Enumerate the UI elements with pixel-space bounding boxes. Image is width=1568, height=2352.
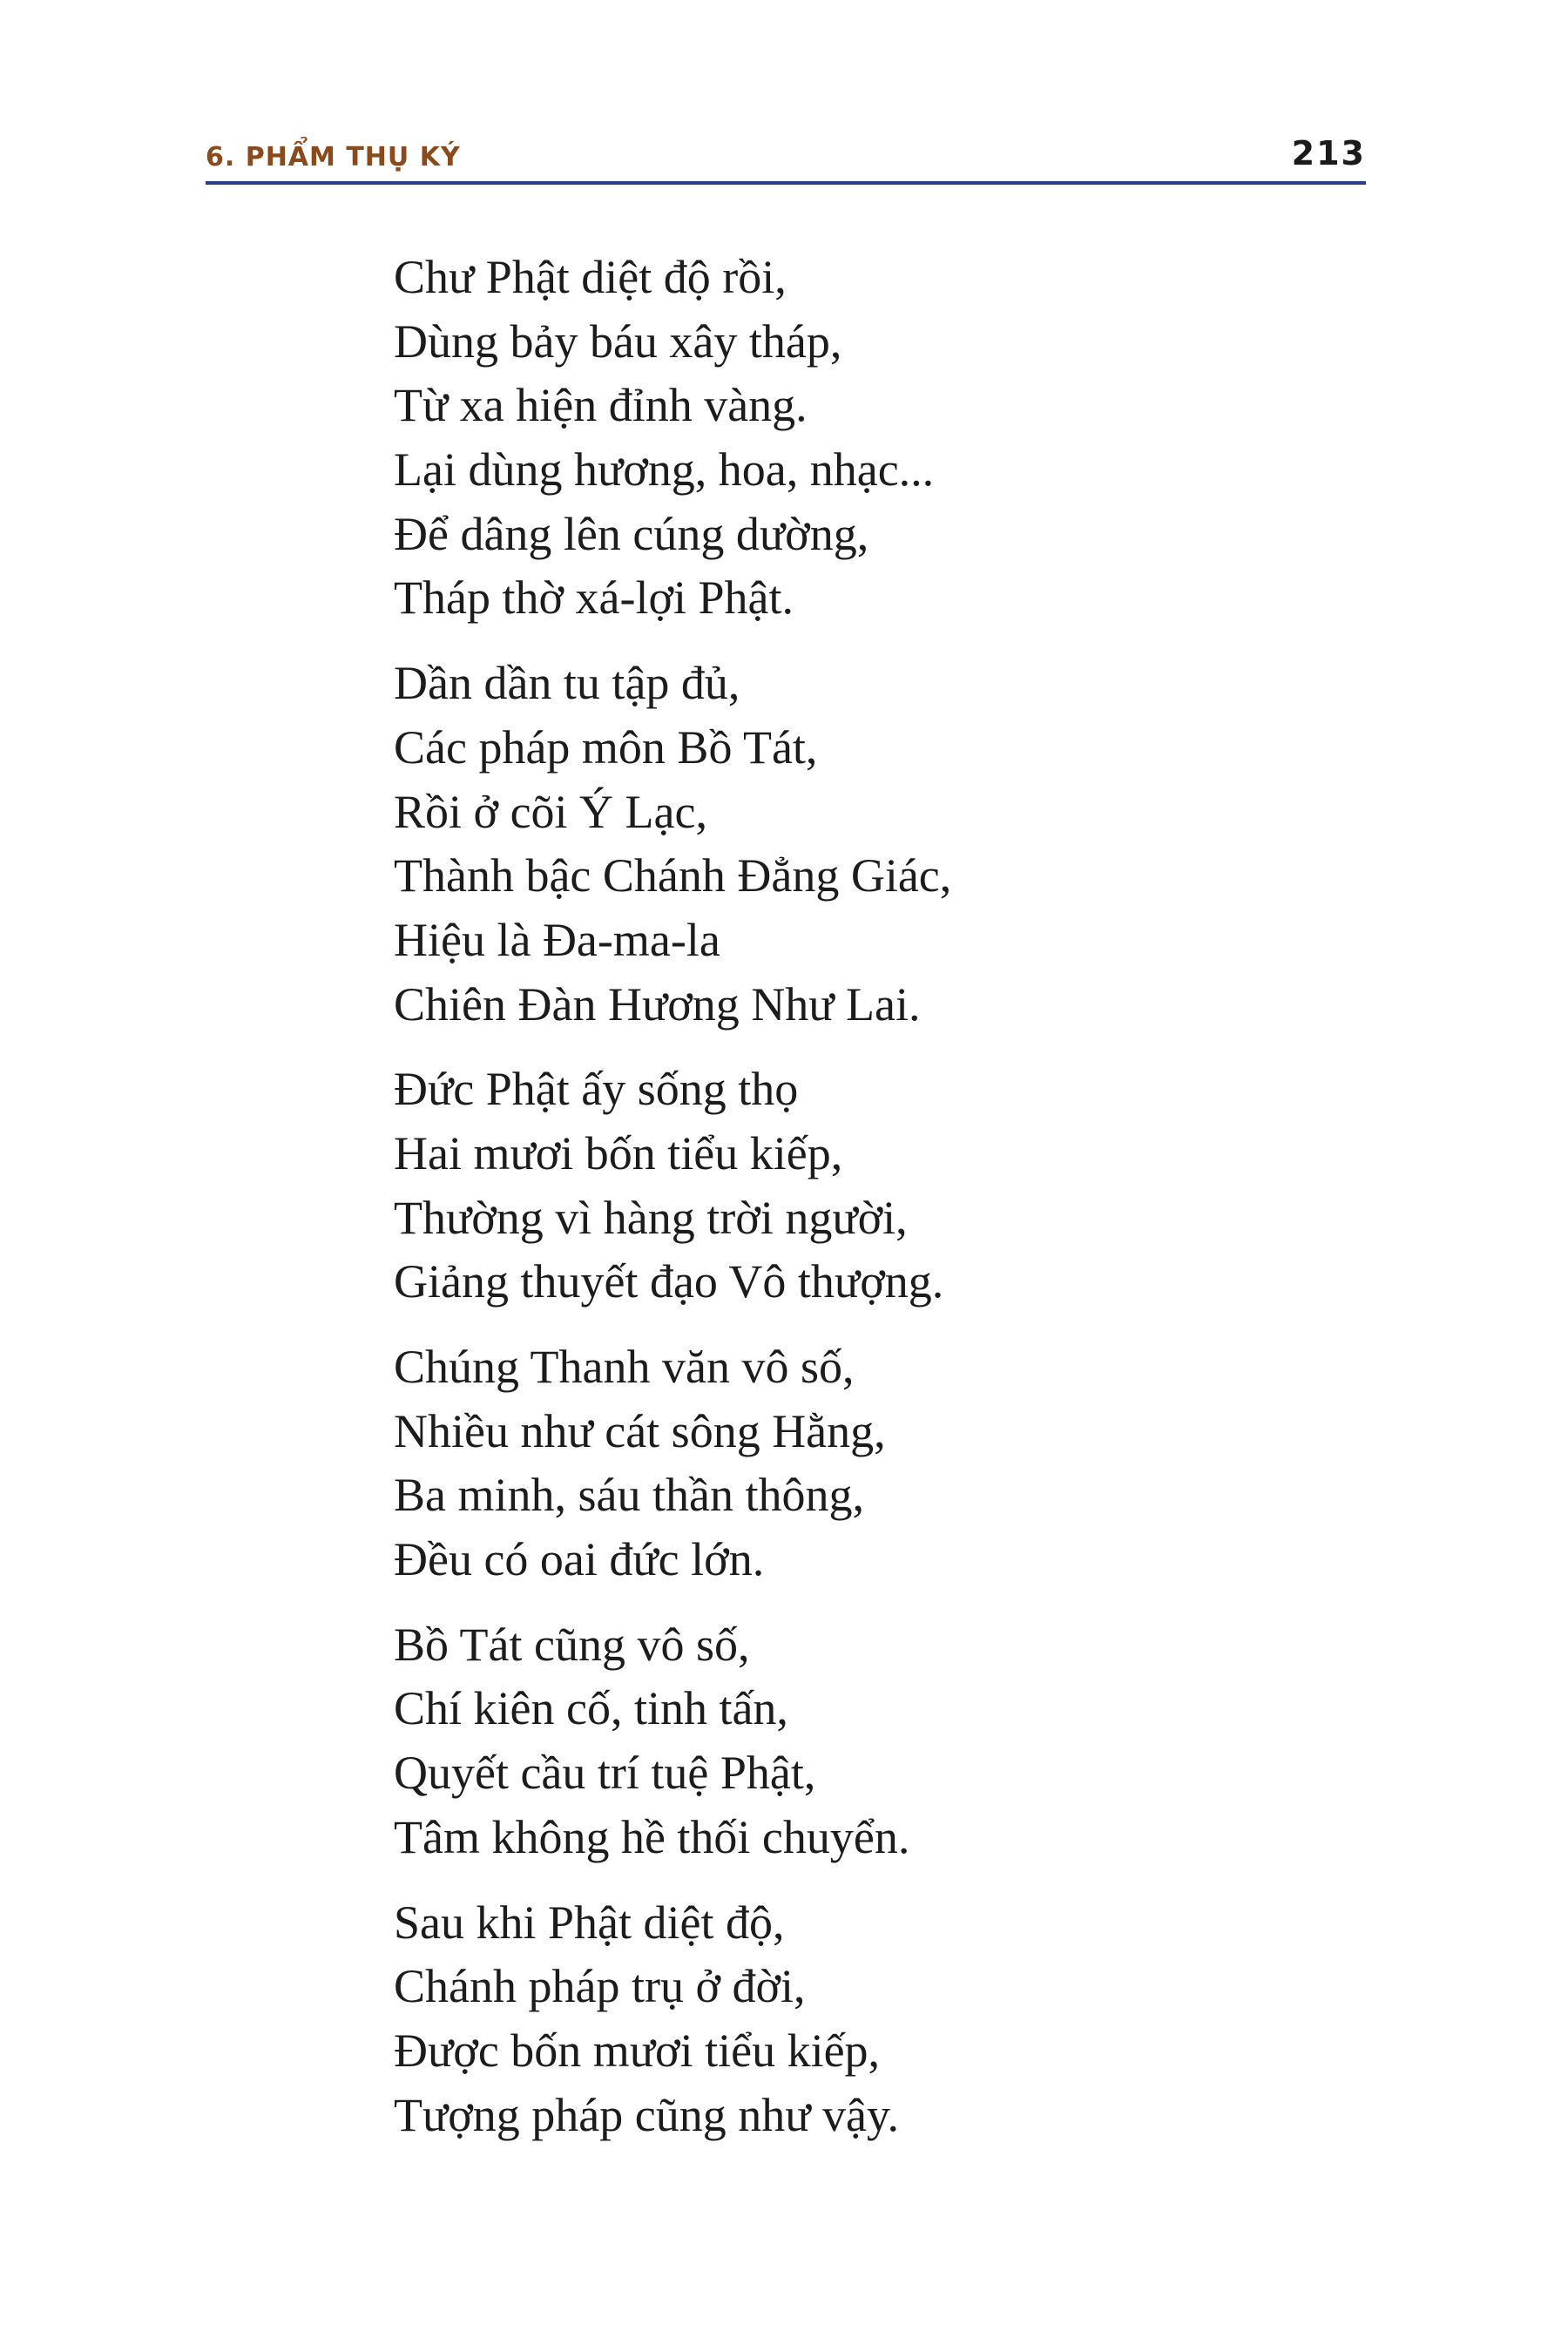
chapter-title: 6. PHẨM THỤ KÝ (206, 142, 461, 172)
stanza-1 (394, 246, 1439, 631)
poem-line: Các pháp môn Bồ Tát, (394, 720, 818, 774)
poem-line: Sau khi Phật diệt độ, (394, 1896, 785, 1949)
stanza-3 (394, 1058, 1439, 1315)
stanza-6 (394, 1891, 1439, 2148)
poem-line: Tượng pháp cũng như vậy. (394, 2088, 899, 2141)
poem-line: Dần dần tu tập đủ, (394, 657, 740, 710)
poem-line: Bồ Tát cũng vô số, (394, 1618, 750, 1671)
stanza-5 (394, 1613, 1439, 1870)
poem-line: Chí kiên cố, tinh tấn, (394, 1682, 788, 1735)
poem-line: Hai mươi bốn tiểu kiếp, (394, 1126, 843, 1179)
poem-line: Nhiều như cát sông Hằng, (394, 1404, 886, 1457)
poem-line: Từ xa hiện đỉnh vàng. (394, 379, 808, 432)
stanza-4 (394, 1335, 1439, 1592)
poem-line: Lại dùng hương, hoa, nhạc... (394, 443, 935, 497)
page-header (206, 124, 1366, 185)
poem-line: Quyết cầu trí tuệ Phật, (394, 1747, 816, 1800)
poem-line: Giảng thuyết đạo Vô thượng. (394, 1255, 944, 1308)
poem-line: Ba minh, sáu thần thông, (394, 1469, 864, 1522)
poem-line: Thành bậc Chánh Đẳng Giác, (394, 849, 952, 902)
poem-line: Chiên Đàn Hương Như Lai. (394, 977, 921, 1031)
poem-line: Rồi ở cõi Ý Lạc, (394, 785, 707, 838)
poem-line: Chúng Thanh văn vô số, (394, 1341, 855, 1393)
poem-line: Tâm không hề thối chuyển. (394, 1810, 910, 1863)
stanza-2 (394, 652, 1439, 1037)
poem-line: Được bốn mươi tiểu kiếp, (394, 2024, 881, 2077)
poem-body (394, 246, 1439, 2168)
poem-line: Chư Phật diệt độ rồi, (394, 251, 787, 303)
poem-line: Tháp thờ xá-lợi Phật. (394, 571, 794, 625)
poem-line: Để dâng lên cúng dường, (394, 507, 869, 560)
page-number: 213 (1291, 134, 1366, 172)
poem-line: Thường vì hàng trời người, (394, 1191, 908, 1244)
poem-line: Đều có oai đức lớn. (394, 1533, 765, 1586)
poem-line: Hiệu là Đa-ma-la (394, 913, 720, 966)
poem-line: Dùng bảy báu xây tháp, (394, 314, 842, 368)
poem-line: Chánh pháp trụ ở đời, (394, 1960, 806, 2013)
poem-line: Đức Phật ấy sống thọ (394, 1063, 799, 1116)
